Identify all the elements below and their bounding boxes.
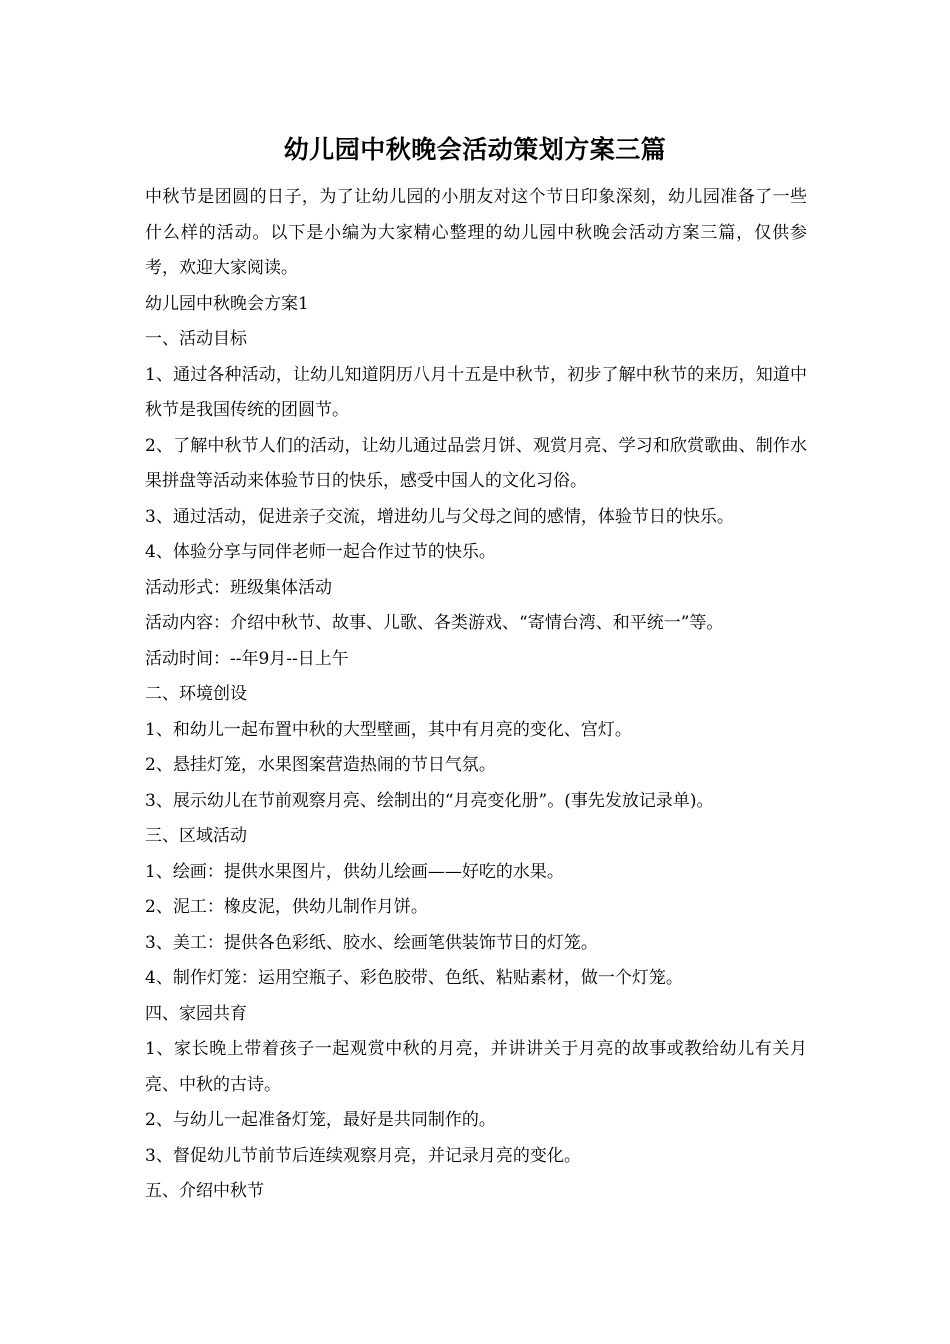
- goal-item: 4、体验分享与同伴老师一起合作过节的快乐。: [145, 542, 496, 562]
- activity-content: 活动内容：介绍中秋节、故事、儿歌、各类游戏、“寄情台湾、和平统一”等。: [145, 613, 724, 633]
- section-heading-home-school: 四、家园共育: [145, 1003, 247, 1024]
- activity-time: 活动时间：--年9月--日上午: [145, 648, 349, 669]
- goal-item: 2、了解中秋节人们的活动，让幼儿通过品尝月饼、观赏月亮、学习和欣赏歌曲、制作水果拼盘等活动来体验节日的快乐，感受中国人的文化习俗。: [145, 435, 807, 491]
- document-title: 幼儿园中秋晚会活动策划方案三篇: [283, 135, 667, 164]
- section-heading-environment: 二、环境创设: [145, 684, 247, 704]
- document-body: [145, 180, 807, 1210]
- environment-item: 3、展示幼儿在节前观察月亮、绘制出的“月亮变化册”。(事先发放记录单)。: [145, 790, 714, 811]
- goal-item: 3、通过活动，促进亲子交流，增进幼儿与父母之间的感情，体验节日的快乐。: [145, 506, 734, 527]
- home-school-item: 2、与幼儿一起准备灯笼，最好是共同制作的。: [145, 1110, 496, 1130]
- area-activity-item: 2、泥工：橡皮泥，供幼儿制作月饼。: [145, 897, 428, 917]
- home-school-item: 1、家长晚上带着孩子一起观赏中秋的月亮，并讲讲关于月亮的故事或教给幼儿有关月亮、中秋的古诗。: [145, 1039, 807, 1095]
- section-heading-goals: 一、活动目标: [145, 329, 247, 349]
- section-heading-area-activities: 三、区域活动: [145, 826, 247, 846]
- plan-heading: 幼儿园中秋晚会方案1: [145, 293, 309, 314]
- environment-item: 1、和幼儿一起布置中秋的大型壁画，其中有月亮的变化、宫灯。: [145, 719, 632, 740]
- intro-paragraph: 中秋节是团圆的日子，为了让幼儿园的小朋友对这个节日印象深刻，幼儿园准备了一些什么样的活动。以下是小编为大家精心整理的幼儿园中秋晚会活动方案三篇，仅供参考，欢迎大家阅读。: [145, 187, 807, 278]
- goal-item: 1、通过各种活动，让幼儿知道阴历八月十五是中秋节，初步了解中秋节的来历，知道中秋节是我国传统的团圆节。: [145, 364, 807, 420]
- activity-form: 活动形式：班级集体活动: [145, 577, 332, 598]
- environment-item: 2、悬挂灯笼，水果图案营造热闹的节日气氛。: [145, 755, 496, 775]
- section-heading-introduce-festival: 五、介绍中秋节: [145, 1181, 264, 1201]
- area-activity-item: 3、美工：提供各色彩纸、胶水、绘画笔供装饰节日的灯笼。: [145, 932, 598, 953]
- area-activity-item: 4、制作灯笼：运用空瓶子、彩色胶带、色纸、粘贴素材，做一个灯笼。: [145, 968, 683, 988]
- area-activity-item: 1、绘画：提供水果图片，供幼儿绘画——好吃的水果。: [145, 861, 564, 882]
- home-school-item: 3、督促幼儿节前节后连续观察月亮，并记录月亮的变化。: [145, 1145, 581, 1166]
